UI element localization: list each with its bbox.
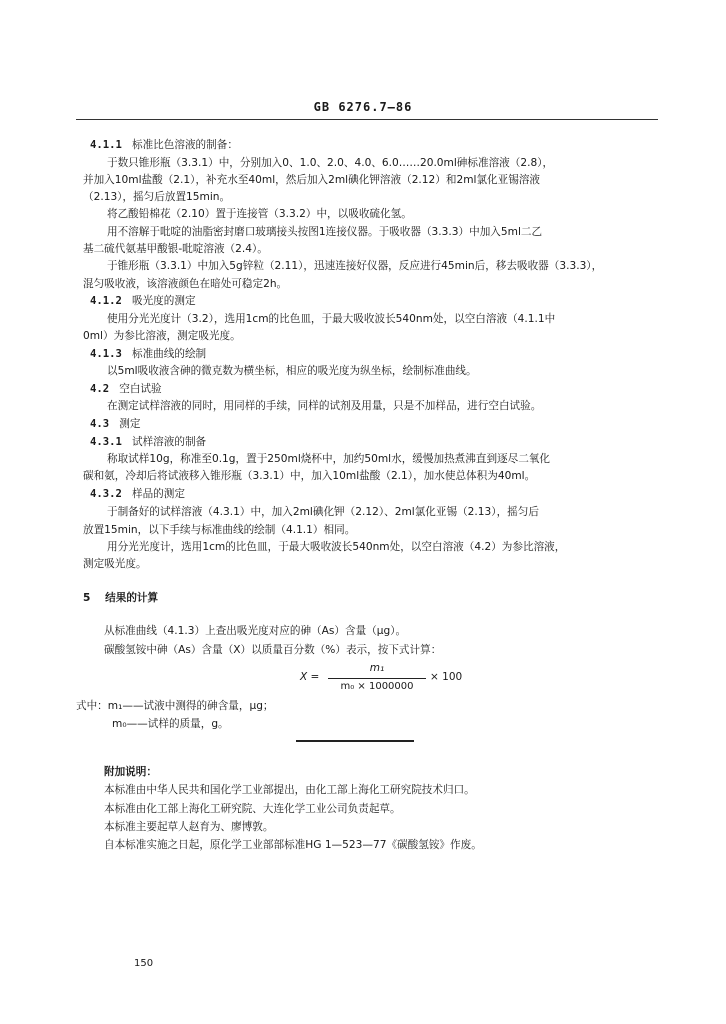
paragraph-line: 于数只锥形瓶（3.3.1）中，分别加入0、1.0、2.0、4.0、6.0……20.0ml砷标准溶液（2.8），	[107, 157, 554, 169]
paragraph-line: 并加入10ml盐酸（2.1），补充水至40ml，然后加入2ml碘化钾溶液（2.12）和2ml氯化亚锡溶液	[83, 174, 541, 186]
header-rule	[76, 119, 658, 120]
paragraph-line: （2.13），摇匀后放置15min。	[83, 191, 231, 203]
section-4-3-1-heading	[90, 434, 206, 450]
formula-multiplier: × 100	[430, 671, 463, 683]
paragraph-line: 于制备好的试样溶液（4.3.1）中，加入2ml碘化钾（2.12）、2ml氯化亚锡（2.13），摇匀后	[107, 506, 539, 518]
page-number: 150	[134, 958, 154, 969]
paragraph-line: 混匀吸收液，该溶液颜色在暗处可稳定2h。	[83, 278, 288, 290]
section-4-2-heading	[90, 381, 162, 397]
paragraph-line: 用分光光度计，选用1cm的比色皿，于最大吸收波长540nm处，以空白溶液（4.2）为参比溶液，	[107, 541, 566, 553]
paragraph-line: 于锥形瓶（3.3.1）中加入5g锌粒（2.11），迅速连接好仪器，反应进行45min后，移去吸收器（3.3.3），	[107, 260, 603, 272]
paragraph-line: 测定吸光度。	[83, 558, 147, 570]
formula-lhs: X =	[300, 671, 320, 683]
arsenic-content-formula	[300, 662, 470, 696]
section-number: 4.1.3	[90, 348, 122, 360]
paragraph-line: 基二硫代氨基甲酸银-吡啶溶液（2.4）。	[83, 243, 268, 255]
section-number: 5	[83, 592, 91, 604]
paragraph-line: 使用分光光度计（3.2），选用1cm的比色皿，于最大吸收波长540nm处，以空白溶液（4.1.1中	[107, 313, 556, 325]
section-4-1-1-heading	[90, 137, 238, 153]
section-number: 4.3.1	[90, 436, 122, 448]
appendix-title: 附加说明：	[104, 766, 157, 778]
paragraph-line: 从标准曲线（4.1.3）上查出吸光度对应的砷（As）含量（μg）。	[104, 625, 407, 637]
appendix-line: 本标准由中华人民共和国化学工业部提出，由化工部上海化工研究院技术归口。	[104, 784, 475, 796]
section-number: 4.3.2	[90, 488, 122, 500]
paragraph-line: 在测定试样溶液的同时，用同样的手续，同样的试剂及用量，只是不加样品，进行空白试验。	[107, 400, 542, 412]
section-number: 4.1.2	[90, 295, 122, 307]
formula-denominator: m₀ × 1000000	[340, 681, 414, 692]
section-4-3-heading	[90, 416, 140, 432]
standard-code-header: GB 6276.7—86	[313, 100, 413, 114]
formula-numerator: m₁	[369, 662, 385, 674]
paragraph-line: 放置15min，以下手续与标准曲线的绘制（4.1.1）相同。	[83, 524, 356, 536]
paragraph-line: 用不溶解于吡啶的油脂密封磨口玻璃接头按图1连接仪器。于吸收器（3.3.3）中加入5ml二乙	[107, 226, 543, 238]
formula-fraction	[328, 662, 426, 692]
appendix-line: 本标准由化工部上海化工研究院、大连化学工业公司负责起草。	[104, 803, 401, 815]
paragraph-line: 碳和氨，冷却后将试液移入锥形瓶（3.3.1）中，加入10ml盐酸（2.1），加水使总体积为40ml。	[83, 470, 536, 482]
where-line: 式中：m₁——试液中测得的砷含量，μg；	[76, 700, 274, 712]
section-5-heading	[83, 590, 158, 606]
section-number: 4.1.1	[90, 139, 122, 151]
section-divider	[296, 740, 414, 742]
appendix-line: 自本标准实施之日起，原化学工业部部标准HG 1—523—77《碳酸氢铵》作废。	[104, 839, 482, 851]
paragraph-line: 称取试样10g，称准至0.1g，置于250ml烧杯中，加约50ml水，缓慢加热煮沸直到逐尽二氧化	[107, 453, 550, 465]
section-title: 标准曲线的绘制	[132, 348, 207, 360]
paragraph-line: 以5ml吸收液含砷的微克数为横坐标，相应的吸光度为纵坐标，绘制标准曲线。	[107, 365, 477, 377]
section-title: 结果的计算	[105, 592, 159, 604]
section-4-1-3-heading	[90, 346, 206, 362]
section-title: 空白试验	[119, 383, 162, 395]
section-number: 4.3	[90, 418, 110, 430]
section-title: 试样溶液的制备	[132, 436, 207, 448]
section-title: 测定	[119, 418, 141, 430]
section-title: 吸光度的测定	[132, 295, 196, 307]
where-line: m₀——试样的质量，g。	[112, 718, 229, 730]
section-number: 4.2	[90, 383, 110, 395]
section-title: 样品的测定	[132, 488, 185, 500]
section-4-1-2-heading	[90, 293, 196, 309]
paragraph-line: 0ml）为参比溶液，测定吸光度。	[83, 330, 241, 342]
appendix-line: 本标准主要起草人赵育为、廖博敦。	[104, 821, 274, 833]
section-4-3-2-heading	[90, 486, 185, 502]
section-title: 标准比色溶液的制备：	[132, 139, 238, 151]
paragraph-line: 碳酸氢铵中砷（As）含量（X）以质量百分数（%）表示，按下式计算：	[104, 644, 442, 656]
paragraph-line: 将乙酸铅棉花（2.10）置于连接管（3.3.2）中，以吸收硫化氢。	[107, 208, 412, 220]
fraction-bar	[328, 678, 426, 679]
